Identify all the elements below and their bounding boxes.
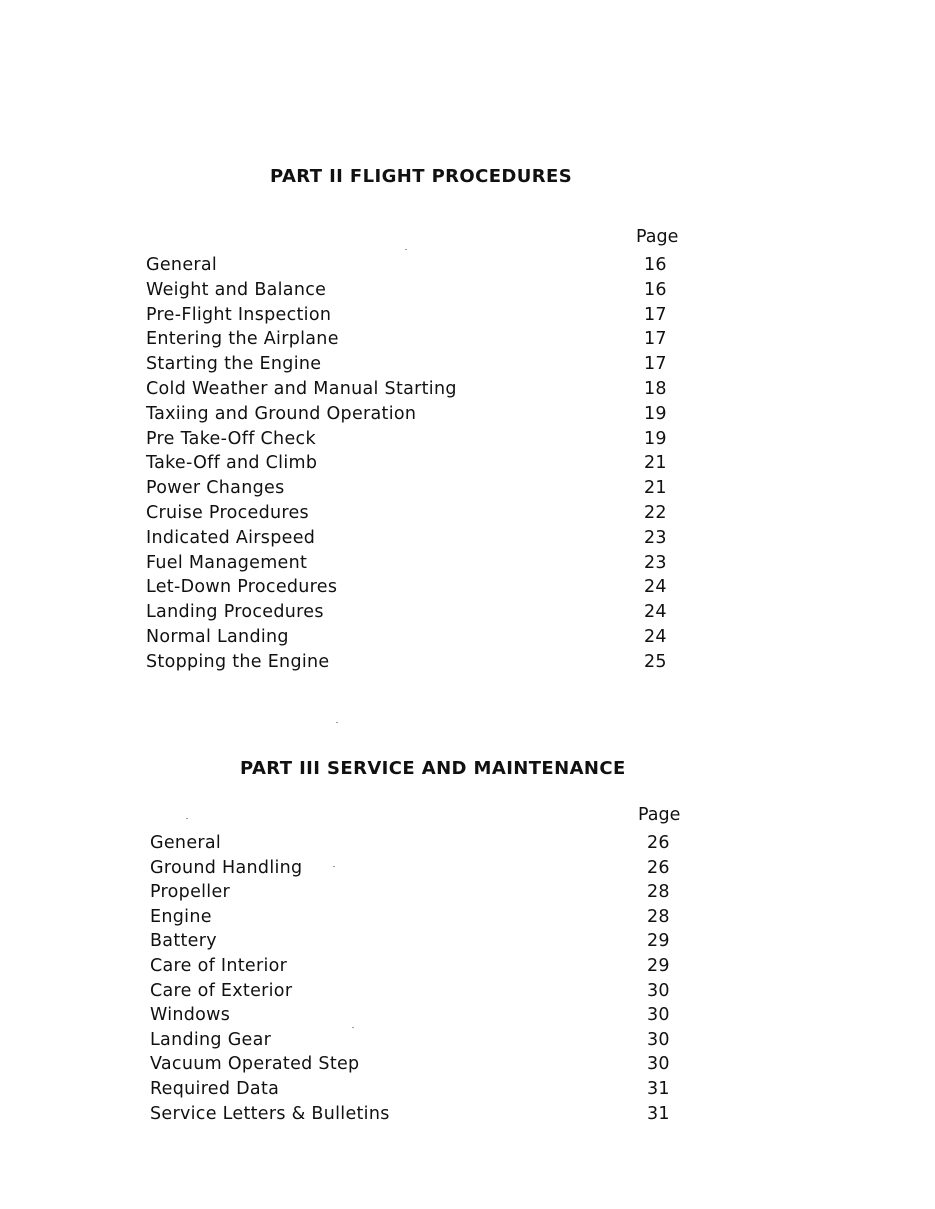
toc-entry bbox=[146, 602, 686, 627]
toc-entry-label: Care of Exterior bbox=[150, 980, 293, 1001]
toc-entry-page: 26 bbox=[647, 857, 670, 878]
section-title-service-and-maintenance: PART III SERVICE AND MAINTENANCE bbox=[240, 758, 626, 779]
toc-entry-label: Engine bbox=[150, 906, 212, 927]
toc-entry-label: Vacuum Operated Step bbox=[150, 1054, 360, 1075]
toc-entry-page: 23 bbox=[644, 552, 667, 573]
scan-speck bbox=[336, 722, 338, 723]
toc-entry bbox=[146, 305, 686, 330]
toc-entry bbox=[146, 528, 686, 553]
toc-entry bbox=[150, 907, 690, 932]
toc-entry bbox=[150, 1030, 690, 1055]
page-column-header-service-and-maintenance: Page bbox=[638, 805, 681, 825]
toc-entry-label: General bbox=[150, 833, 222, 853]
toc-entry-label: Fuel Management bbox=[146, 552, 308, 573]
toc-entry-page: 28 bbox=[647, 906, 670, 927]
toc-entry bbox=[146, 652, 686, 677]
toc-entry bbox=[150, 1079, 690, 1104]
toc-entry-label: Care of Interior bbox=[150, 955, 288, 976]
toc-entry-label: Taxiing and Ground Operation bbox=[146, 403, 417, 424]
toc-entry bbox=[146, 255, 686, 280]
toc-entry bbox=[146, 553, 686, 578]
toc-entry-label: Pre Take-Off Check bbox=[146, 428, 316, 449]
toc-entry-label: Cold Weather and Manual Starting bbox=[146, 378, 457, 399]
toc-entry-label: Pre-Flight Inspection bbox=[146, 304, 332, 325]
toc-entry-label: Ground Handling bbox=[150, 857, 303, 878]
toc-entry bbox=[150, 1054, 690, 1079]
toc-entry-label: Let-Down Procedures bbox=[146, 577, 338, 598]
scan-speck bbox=[405, 249, 407, 250]
toc-entry-page: 17 bbox=[644, 304, 667, 325]
toc-entry-label: Normal Landing bbox=[146, 626, 289, 647]
toc-entry bbox=[150, 931, 690, 956]
page-column-header-flight-procedures: Page bbox=[636, 227, 679, 247]
toc-entry bbox=[146, 503, 686, 528]
toc-entry-label: Indicated Airspeed bbox=[146, 527, 316, 548]
toc-entry-page: 18 bbox=[644, 378, 667, 399]
toc-entry-page: 29 bbox=[647, 931, 670, 952]
toc-entry-page: 30 bbox=[647, 980, 670, 1001]
toc-entry-page: 17 bbox=[644, 354, 667, 375]
toc-entry-page: 24 bbox=[644, 602, 667, 623]
toc-entry-page: 21 bbox=[644, 453, 667, 474]
toc-entry-page: 30 bbox=[647, 1054, 670, 1075]
toc-entry-page: 19 bbox=[644, 403, 667, 424]
toc-entry-page: 17 bbox=[644, 329, 667, 350]
toc-entry bbox=[146, 627, 686, 652]
toc-entry-label: Starting the Engine bbox=[146, 354, 322, 375]
scan-speck bbox=[352, 1027, 354, 1028]
toc-entry-page: 16 bbox=[644, 255, 667, 275]
toc-entry bbox=[150, 833, 690, 858]
toc-entry-label: Required Data bbox=[150, 1078, 280, 1099]
toc-entry-label: Stopping the Engine bbox=[146, 651, 330, 672]
toc-entry-page: 22 bbox=[644, 502, 667, 523]
toc-entry-label: Power Changes bbox=[146, 478, 285, 499]
toc-entry bbox=[150, 1005, 690, 1030]
toc-entry-label: Entering the Airplane bbox=[146, 329, 339, 350]
toc-list-service-and-maintenance bbox=[150, 833, 690, 1128]
toc-entry bbox=[150, 858, 690, 883]
toc-entry bbox=[146, 453, 686, 478]
toc-entry bbox=[146, 429, 686, 454]
scan-speck bbox=[333, 866, 335, 867]
toc-entry-label: Landing Procedures bbox=[146, 602, 324, 623]
toc-entry bbox=[146, 354, 686, 379]
toc-entry-label: Service Letters & Bulletins bbox=[150, 1103, 390, 1124]
toc-entry-page: 28 bbox=[647, 882, 670, 903]
toc-entry-label: Landing Gear bbox=[150, 1029, 272, 1050]
toc-entry bbox=[146, 329, 686, 354]
toc-entry-label: Take-Off and Climb bbox=[146, 453, 318, 474]
toc-entry-page: 29 bbox=[647, 955, 670, 976]
toc-entry bbox=[146, 379, 686, 404]
toc-entry bbox=[146, 280, 686, 305]
toc-entry-page: 21 bbox=[644, 478, 667, 499]
toc-entry bbox=[150, 981, 690, 1006]
section-title-flight-procedures: PART II FLIGHT PROCEDURES bbox=[270, 166, 573, 187]
toc-list-flight-procedures bbox=[146, 255, 686, 677]
toc-entry-label: General bbox=[146, 255, 218, 275]
toc-entry-label: Cruise Procedures bbox=[146, 502, 309, 523]
scan-speck bbox=[186, 818, 188, 819]
toc-entry-page: 24 bbox=[644, 577, 667, 598]
toc-entry bbox=[146, 404, 686, 429]
toc-entry bbox=[150, 882, 690, 907]
toc-entry-page: 26 bbox=[647, 833, 670, 853]
toc-entry bbox=[150, 1104, 690, 1129]
toc-entry-page: 16 bbox=[644, 279, 667, 300]
toc-entry bbox=[146, 478, 686, 503]
toc-entry-page: 30 bbox=[647, 1005, 670, 1026]
toc-entry-page: 31 bbox=[647, 1078, 670, 1099]
toc-entry-page: 30 bbox=[647, 1029, 670, 1050]
toc-entry-page: 31 bbox=[647, 1103, 670, 1124]
toc-entry-page: 25 bbox=[644, 651, 667, 672]
toc-entry-page: 23 bbox=[644, 527, 667, 548]
toc-entry-label: Propeller bbox=[150, 882, 231, 903]
toc-entry-page: 24 bbox=[644, 626, 667, 647]
toc-entry-page: 19 bbox=[644, 428, 667, 449]
toc-entry-label: Windows bbox=[150, 1005, 231, 1026]
toc-entry-label: Weight and Balance bbox=[146, 279, 327, 300]
toc-entry bbox=[150, 956, 690, 981]
toc-entry-label: Battery bbox=[150, 931, 217, 952]
toc-entry bbox=[146, 577, 686, 602]
